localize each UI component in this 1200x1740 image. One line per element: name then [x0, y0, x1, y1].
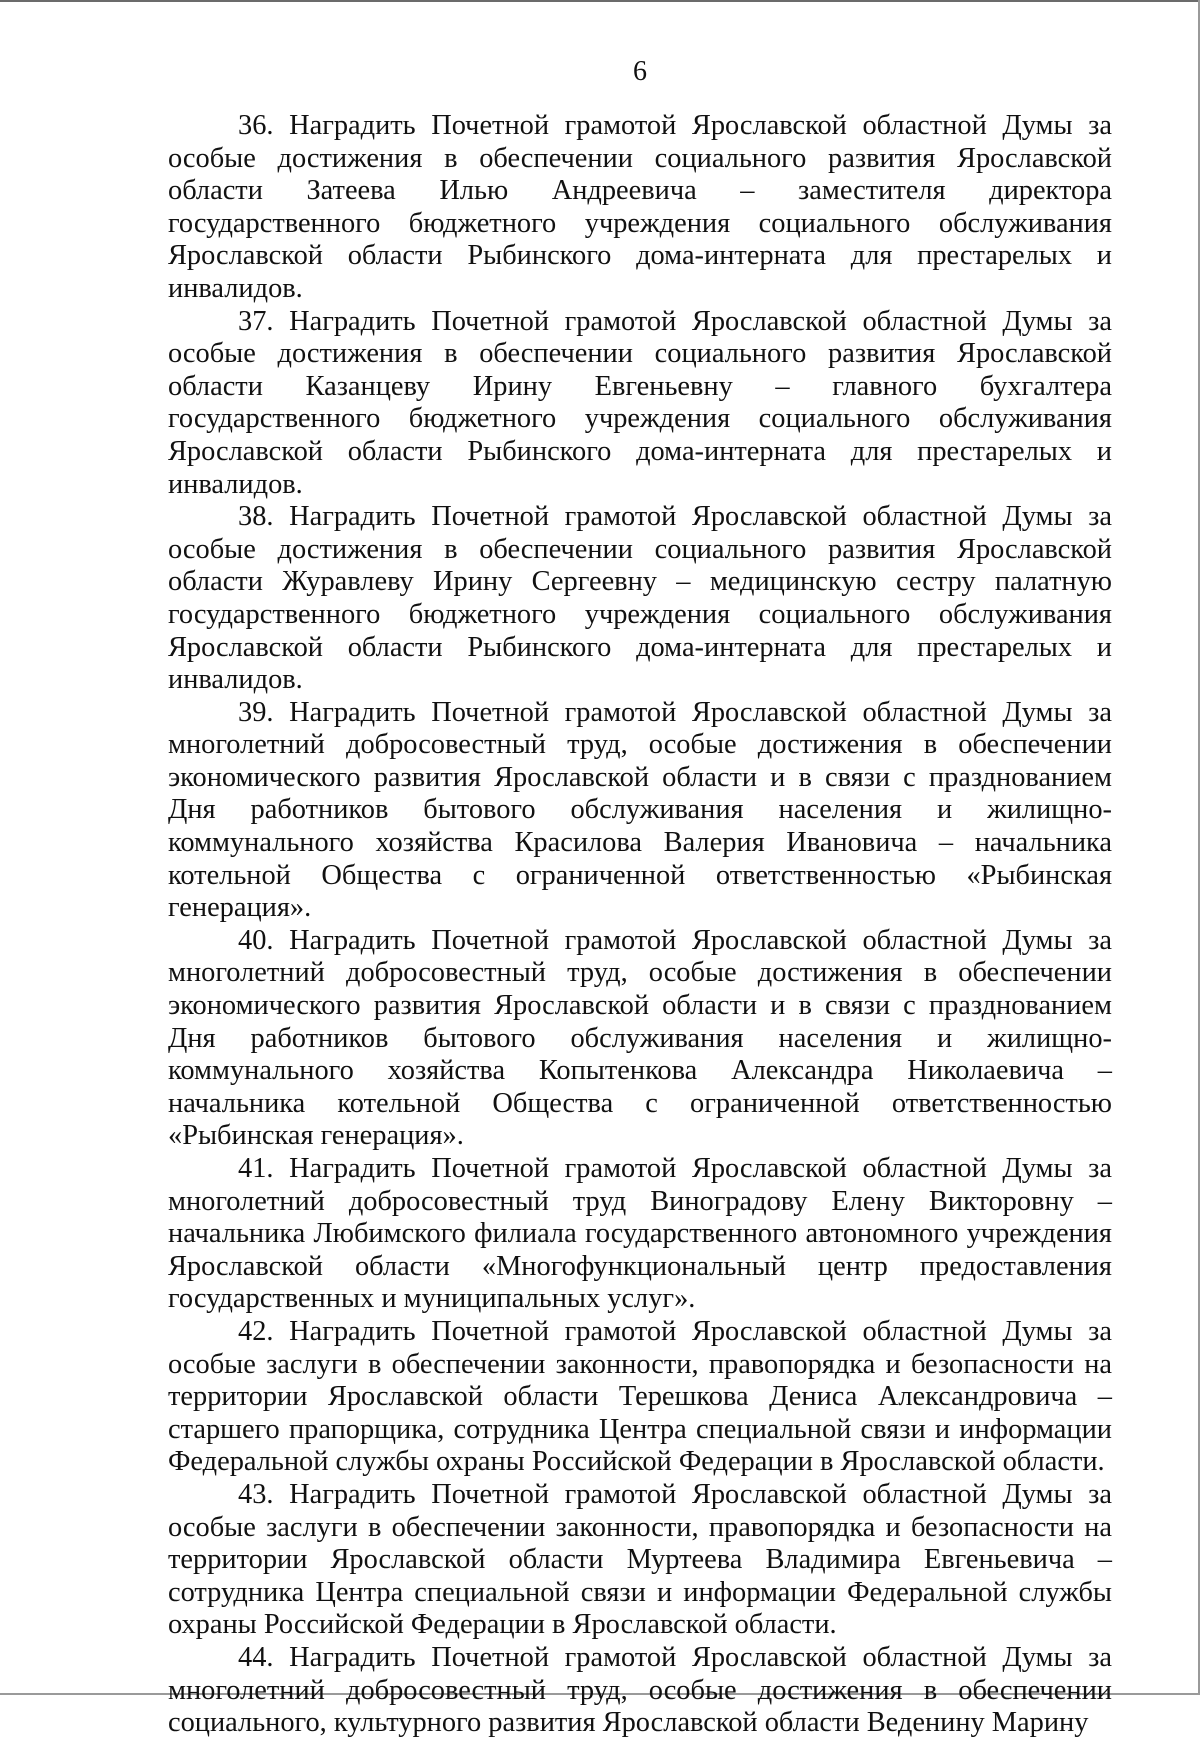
paragraph-43: 43. Наградить Почетной грамотой Ярославской областной Думы за особые заслуги в обеспечении законности, правопорядка и безопасности на территории Ярославской области Муртеева Владимира Евгеньевича – сотрудника Центра специальной связи и информации Федеральной службы охраны Российской Федерации в Ярославской области. — [168, 1478, 1112, 1641]
page-edge-top — [0, 0, 1200, 2]
paragraph-42: 42. Наградить Почетной грамотой Ярославской областной Думы за особые заслуги в обеспечении законности, правопорядка и безопасности на территории Ярославской области Терешкова Дениса Александровича – старшего прапорщика, сотрудника Центра специальной связи и информации Федеральной службы охраны Российской Федерации в Ярославской области. — [168, 1315, 1112, 1478]
paragraph-41: 41. Наградить Почетной грамотой Ярославской областной Думы за многолетний добросовестный труд Виноградову Елену Викторовну – начальника Любимского филиала государственного автономного учреждения Ярославской области «Многофункциональный центр предоставления государственных и муниципальных услуг». — [168, 1153, 1112, 1315]
paragraph-38: 38. Наградить Почетной грамотой Ярославской областной Думы за особые достижения в обеспечении социального развития Ярославской области Журавлеву Ирину Сергеевну – медицинскую сестру палатную государственного бюджетного учреждения социального обслуживания Ярославской области Рыбинского дома-интерната для престарелых и инвалидов. — [168, 501, 1112, 696]
page-number: 6 — [633, 56, 647, 87]
document-body — [168, 110, 1112, 1740]
paragraph-40: 40. Наградить Почетной грамотой Ярославской областной Думы за многолетний добросовестный труд, особые достижения в обеспечении экономического развития Ярославской области и в связи с празднованием Дня работников бытового обслуживания населения и жилищно-коммунального хозяйства Копытенкова Александра Николаевича – начальника котельной Общества с ограниченной ответственностью «Рыбинская генерация». — [168, 924, 1112, 1152]
paragraph-39: 39. Наградить Почетной грамотой Ярославской областной Думы за многолетний добросовестный труд, особые достижения в обеспечении экономического развития Ярославской области и в связи с празднованием Дня работников бытового обслуживания населения и жилищно-коммунального хозяйства Красилова Валерия Ивановича – начальника котельной Общества с ограниченной ответственностью «Рыбинская генерация». — [168, 696, 1112, 924]
paragraph-37: 37. Наградить Почетной грамотой Ярославской областной Думы за особые достижения в обеспечении социального развития Ярославской области Казанцеву Ирину Евгеньевну – главного бухгалтера государственного бюджетного учреждения социального обслуживания Ярославской области Рыбинского дома-интерната для престарелых и инвалидов. — [168, 305, 1112, 500]
paragraph-44: 44. Наградить Почетной грамотой Ярославской областной Думы за многолетний добросовестный труд, особые достижения в обеспечении социального, культурного развития Ярославской области Веденину Марину — [168, 1641, 1112, 1739]
paragraph-36: 36. Наградить Почетной грамотой Ярославской областной Думы за особые достижения в обеспечении социального развития Ярославской области Затеева Илью Андреевича – заместителя директора государственного бюджетного учреждения социального обслуживания Ярославской области Рыбинского дома-интерната для престарелых и инвалидов. — [168, 110, 1112, 304]
